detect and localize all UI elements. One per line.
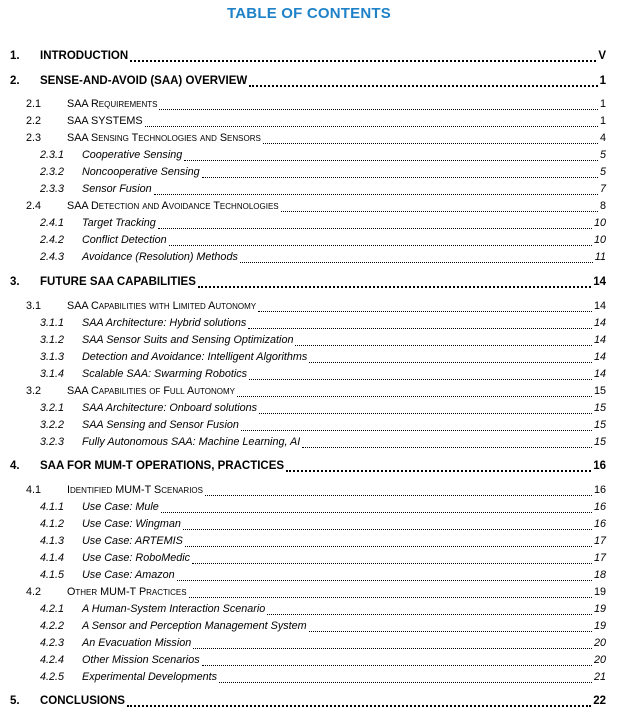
toc-entry-label: A Human-System Interaction Scenario [82,603,266,615]
toc-entry[interactable] [0,586,618,602]
toc-entry-page: 11 [594,251,606,263]
toc-entry[interactable] [0,603,618,619]
toc-entry-number: 3.2.1 [40,402,65,414]
toc-entry[interactable] [0,402,618,418]
toc-entry-page: 10 [593,234,606,246]
toc-entry[interactable] [0,149,618,165]
toc-entry-page: 19 [593,603,606,615]
toc-leader-dots [235,385,594,401]
toc-entry-page: 15 [593,385,606,397]
toc-leader-dots [293,334,594,350]
toc-entry-page: 16 [593,484,606,496]
toc-entry-number: 2.4 [26,200,42,212]
toc-entry-number: 3.2 [26,385,42,397]
toc-entry-label: Use Case: Mule [82,501,159,513]
toc-entry-label: Identified MUM-T Scenarios [67,484,203,496]
toc-leader-dots [256,300,594,316]
toc-leader-dots [247,368,594,384]
toc-entry-number: 2.4.1 [40,217,65,229]
toc-entry[interactable] [0,132,618,148]
toc-entry[interactable] [0,518,618,534]
toc-entry-label: Detection and Avoidance: Intelligent Algorithms [82,351,308,363]
toc-entry-number: 4.1.4 [40,552,65,564]
toc-entry[interactable] [0,234,618,250]
toc-leader-dots [187,586,594,602]
toc-entry-page: 19 [593,586,606,598]
toc-entry[interactable] [0,251,618,267]
toc-entry-number: 2.3 [26,132,42,144]
toc-leader-dots [157,98,600,114]
toc-leader-dots [265,603,594,619]
toc-leader-dots [143,115,600,131]
toc-leader-dots [190,552,594,568]
toc-entry-number: 2. [10,75,20,87]
toc-entry-number: 4.1.3 [40,535,65,547]
toc-leader-dots [238,251,595,267]
toc-leader-dots [200,166,600,182]
toc-entry-page: 14 [593,368,606,380]
toc-entry-page: 20 [593,637,606,649]
toc-entry[interactable] [0,217,618,233]
toc-entry-label: SAA Sensor Suits and Sensing Optimization [82,334,294,346]
toc-entry[interactable] [0,115,618,131]
toc-entry-number: 3.1.2 [40,334,65,346]
toc-leader-dots [196,276,593,292]
toc-entry-page: 5 [599,166,606,178]
toc-entry[interactable] [0,166,618,182]
toc-entry[interactable] [0,620,618,636]
toc-leader-dots [182,149,600,165]
toc-entry-page: 14 [593,351,606,363]
toc-entry-number: 4.2.5 [40,671,65,683]
toc-entry-label: INTRODUCTION [40,50,129,62]
toc-entry-page: 19 [593,620,606,632]
toc-entry-number: 2.1 [26,98,42,110]
toc-entry-page: 22 [593,695,606,707]
toc-entry-label: SAA Requirements [67,98,158,110]
toc-leader-dots [300,436,594,452]
toc-entry[interactable] [0,385,618,401]
toc-entry-label: An Evacuation Mission [82,637,192,649]
toc-entry-number: 3.1.3 [40,351,65,363]
toc-entry[interactable] [0,75,618,91]
toc-entry-number: 2.2 [26,115,42,127]
toc-entry-page: 10 [593,217,606,229]
toc-entry-number: 4.1.2 [40,518,65,530]
toc-leader-dots [191,637,594,653]
toc-title: TABLE OF CONTENTS [227,5,391,22]
toc-entry-label: SAA Capabilities of Full Autonomy [67,385,235,397]
toc-entry-page: 20 [593,654,606,666]
toc-entry[interactable] [0,569,618,585]
toc-entry-number: 4. [10,460,20,472]
toc-entry-page: 4 [599,132,606,144]
toc-entry[interactable] [0,501,618,517]
toc-entry-number: 4.2 [26,586,42,598]
toc-entry-page: 14 [593,276,606,288]
toc-entry-label: Use Case: ARTEMIS [82,535,183,547]
toc-leader-dots [284,460,593,476]
toc-leader-dots [181,518,594,534]
toc-entry-number: 3. [10,276,20,288]
toc-entry-label: SAA FOR MUM-T OPERATIONS, PRACTICES [40,460,285,472]
toc-entry-number: 4.1 [26,484,42,496]
toc-entry[interactable] [0,98,618,114]
toc-entry-label: Experimental Developments [82,671,218,683]
toc-entry[interactable] [0,637,618,653]
toc-entry-page: 21 [593,671,606,683]
toc-entry-page: 7 [599,183,606,195]
toc-leader-dots [125,695,593,711]
toc-entry-number: 4.2.2 [40,620,65,632]
toc-entry[interactable] [0,300,618,316]
toc-entry-page: 15 [593,402,606,414]
toc-entry-page: 1 [599,115,606,127]
toc-entry-page: 18 [593,569,606,581]
toc-entry-number: 2.3.3 [40,183,65,195]
toc-entry[interactable] [0,200,618,216]
toc-entry[interactable] [0,654,618,670]
toc-entry[interactable] [0,460,618,476]
toc-entry-label: Use Case: Wingman [82,518,181,530]
toc-entry-label: SAA Detection and Avoidance Technologies [67,200,279,212]
toc-leader-dots [167,234,594,250]
toc-entry-label: Sensor Fusion [82,183,152,195]
toc-entry[interactable] [0,317,618,333]
toc-leader-dots [183,535,594,551]
toc-entry[interactable] [0,695,618,711]
toc-entry-number: 2.4.3 [40,251,65,263]
toc-entry-number: 3.2.3 [40,436,65,448]
toc-leader-dots [159,501,594,517]
toc-entry[interactable] [0,183,618,199]
toc-entry-number: 1. [10,50,20,62]
toc-entry-number: 4.1.5 [40,569,65,581]
toc-entry[interactable] [0,351,618,367]
toc-entry[interactable] [0,276,618,292]
toc-entry-label: Scalable SAA: Swarming Robotics [82,368,248,380]
toc-entry-number: 3.1 [26,300,42,312]
toc-entry[interactable] [0,368,618,384]
toc-entry-page: 17 [593,552,606,564]
toc-leader-dots [261,132,600,148]
toc-leader-dots [175,569,594,585]
toc-entry-label: CONCLUSIONS [40,695,125,707]
toc-entry[interactable] [0,484,618,500]
toc-entry-label: Use Case: RoboMedic [82,552,191,564]
toc-entry[interactable] [0,334,618,350]
toc-entry-page: 8 [599,200,606,212]
toc-entry-label: Avoidance (Resolution) Methods [82,251,238,263]
toc-entry[interactable] [0,535,618,551]
toc-leader-dots [257,402,594,418]
toc-entry-number: 5. [10,695,20,707]
toc-entry-number: 2.3.2 [40,166,65,178]
toc-leader-dots [152,183,600,199]
toc-entry[interactable] [0,552,618,568]
toc-entry-label: A Sensor and Perception Management System [82,620,307,632]
toc-entry-page: 17 [593,535,606,547]
toc-entry[interactable] [0,436,618,452]
toc-entry-label: Target Tracking [82,217,156,229]
toc-entry-page: 5 [599,149,606,161]
toc-entry-page: 1 [599,75,606,87]
toc-entry-label: SAA Capabilities with Limited Autonomy [67,300,257,312]
toc-leader-dots [307,620,594,636]
toc-leader-dots [217,671,594,687]
toc-entry-label: SAA Architecture: Onboard solutions [82,402,258,414]
toc-entry-label: SAA Sensing and Sensor Fusion [82,419,239,431]
toc-leader-dots [247,75,600,91]
toc-leader-dots [239,419,594,435]
toc-entry-number: 3.1.1 [40,317,65,329]
toc-entry-number: 2.4.2 [40,234,65,246]
toc-entry-page: 15 [593,436,606,448]
toc-leader-dots [128,50,598,66]
toc-entry[interactable] [0,50,618,66]
toc-entry-number: 3.2.2 [40,419,65,431]
toc-entry-page: 15 [593,419,606,431]
toc-leader-dots [279,200,600,216]
toc-entry-label: Use Case: Amazon [82,569,175,581]
toc-leader-dots [246,317,594,333]
toc-leader-dots [200,654,594,670]
toc-entry-label: Conflict Detection [82,234,167,246]
toc-entry-number: 4.1.1 [40,501,65,513]
toc-leader-dots [203,484,594,500]
toc-entry-page: 14 [593,334,606,346]
toc-entry-label: Fully Autonomous SAA: Machine Learning, AI [82,436,301,448]
toc-entry-label: FUTURE SAA CAPABILITIES [40,276,196,288]
toc-entry-page: 14 [593,300,606,312]
toc-entry-page: 16 [593,518,606,530]
toc-entry-number: 4.2.4 [40,654,65,666]
toc-entry-label: SAA Sensing Technologies and Sensors [67,132,261,144]
toc-entry-number: 2.3.1 [40,149,65,161]
toc-entry-label: Cooperative Sensing [82,149,183,161]
toc-entry-number: 3.1.4 [40,368,65,380]
toc-leader-dots [156,217,594,233]
toc-entry[interactable] [0,671,618,687]
toc-entry-label: Other MUM-T Practices [67,586,187,598]
toc-entry-label: Other Mission Scenarios [82,654,200,666]
toc-entry-label: SENSE-AND-AVOID (SAA) OVERVIEW [40,75,248,87]
toc-entry-label: Noncooperative Sensing [82,166,200,178]
toc-entry-page: V [598,50,606,62]
toc-leader-dots [307,351,594,367]
toc-entry-number: 4.2.3 [40,637,65,649]
toc-entry-page: 1 [599,98,606,110]
toc-entry-label: SAA Architecture: Hybrid solutions [82,317,247,329]
toc-entry-label: SAA SYSTEMS [67,115,143,127]
toc-entry-page: 14 [593,317,606,329]
toc-entry-page: 16 [593,501,606,513]
toc-entry[interactable] [0,419,618,435]
toc-entry-number: 4.2.1 [40,603,65,615]
toc-entry-page: 16 [593,460,606,472]
